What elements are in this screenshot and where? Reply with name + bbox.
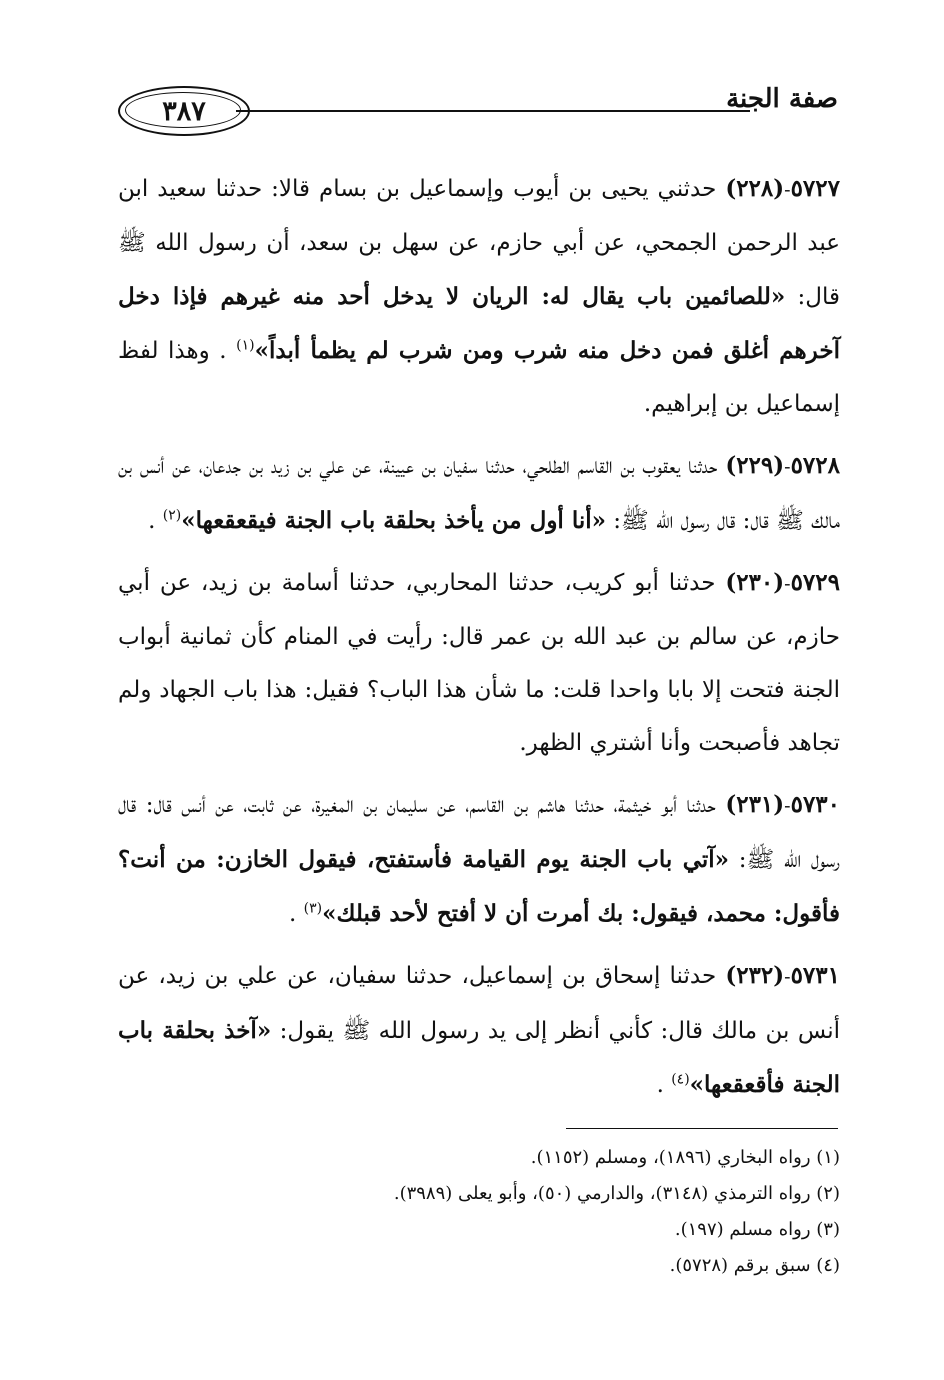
header-rule [236, 110, 750, 112]
page-number-badge [118, 86, 250, 136]
page-number: ٣٨٧ [162, 95, 206, 127]
hadith-5731 [118, 949, 840, 1112]
hadith-number: ٥٧٢٨ [790, 452, 840, 479]
page-header [118, 82, 838, 138]
hadith-5730 [118, 778, 840, 941]
hadith-quote: «أنا أول من يأخذ بحلقة باب الجنة فيقعقعها» [181, 507, 606, 534]
hadith-after-text: . [656, 1072, 672, 1098]
hadith-after-text: . [148, 508, 163, 534]
number-dash: - [784, 573, 791, 595]
hadith-number: ٥٧٢٧ [790, 175, 840, 202]
hadith-local-number: (٢٣٠) [725, 569, 785, 596]
footnote-reference[interactable]: (١) [236, 337, 255, 354]
footnotes [118, 1140, 840, 1284]
footnote-separator [566, 1128, 838, 1129]
number-dash: - [784, 795, 791, 817]
hadith-isnad: حدثنا إسحاق بن إسماعيل، حدثنا سفيان، عن علي بن زيد، عن أنس بن مالك قال: كأني أنظر إلى يد رسول الله ﷺ يقول: [118, 963, 840, 1044]
hadith-number: ٥٧٣٠ [790, 791, 841, 818]
hadith-local-number: (٢٢٨) [725, 175, 785, 202]
footnote-reference[interactable]: (٢) [162, 507, 182, 524]
hadith-quote: «للصائمين باب يقال له: الريان لا يدخل أحد منه غيرهم فإذا دخل آخرهم أغلق فمن دخل منه شرب ومن شرب لم يظمأ أبداً» [118, 283, 840, 364]
number-dash: - [784, 456, 791, 478]
hadith-isnad: حدثنا يعقوب بن القاسم الطلحي، حدثنا سفيان بن عيينة، عن علي بن زيد بن جدعان، عن أنس بن مالك ﷺ قال: قال رسول الله ﷺ: [118, 453, 840, 534]
number-dash: - [784, 966, 791, 988]
chapter-title: صفة الجنة [726, 84, 838, 114]
footnote-2: (٢) رواه الترمذي (٣١٤٨)، والدارمي (٥٠)، وأبو يعلى (٣٩٨٩). [393, 1183, 840, 1204]
hadith-quote: «آخذ بحلقة باب الجنة فأقعقعها» [118, 1017, 840, 1098]
footnote-1: (١) رواه البخاري (١٨٩٦)، ومسلم (١١٥٢). [530, 1147, 840, 1168]
footnote-reference[interactable]: (٣) [303, 900, 323, 917]
hadith-5728 [118, 439, 840, 548]
footnote-3: (٣) رواه مسلم (١٩٧). [674, 1219, 840, 1240]
hadith-5727 [118, 162, 840, 431]
hadith-quote: «آتي باب الجنة يوم القيامة فأستفتح، فيقول الخازن: من أنت؟ فأقول: محمد، فيقول: بك أمرت أن لا أفتح لأحد قبلك» [118, 846, 840, 927]
hadith-isnad: حدثني يحيى بن أيوب وإسماعيل بن بسام قالا: حدثنا سعيد ابن عبد الرحمن الجمحي، عن أبي حازم، عن سهل بن سعد، أن رسول الله ﷺ قال: [118, 176, 840, 310]
hadith-isnad: حدثنا أبو كريب، حدثنا المحاربي، حدثنا أسامة بن زيد، عن أبي حازم، عن سالم بن عبد الله بن عمر قال: رأيت في المنام كأن ثمانية أبواب الجنة فتحت إلا بابا واحدا قلت: ما شأن هذا الباب؟ فقيل: هذا باب الجهاد ولم تجاهد فأصبحت وأنا أشتري الظهر. [118, 570, 840, 756]
hadith-5729 [118, 556, 840, 770]
hadith-local-number: (٢٣٢) [725, 962, 785, 989]
hadith-local-number: (٢٢٩) [725, 452, 785, 479]
hadith-list [118, 162, 840, 1120]
hadith-local-number: (٢٣١) [725, 791, 785, 818]
footnote-4: (٤) سبق برقم (٥٧٢٨). [669, 1255, 840, 1276]
hadith-number: ٥٧٢٩ [790, 569, 840, 596]
hadith-after-text: . [289, 901, 304, 927]
number-dash: - [784, 179, 791, 201]
hadith-number: ٥٧٣١ [790, 962, 840, 989]
footnote-reference[interactable]: (٤) [671, 1071, 690, 1088]
hadith-after-text: . وهذا لفظ إسماعيل بن إبراهيم. [118, 338, 840, 417]
hadith-isnad: حدثنا أبو خيثمة، حدثنا هاشم بن القاسم، عن سليمان بن المغيرة، عن ثابت، عن أنس قال: قال رسول الله ﷺ: [118, 792, 840, 873]
